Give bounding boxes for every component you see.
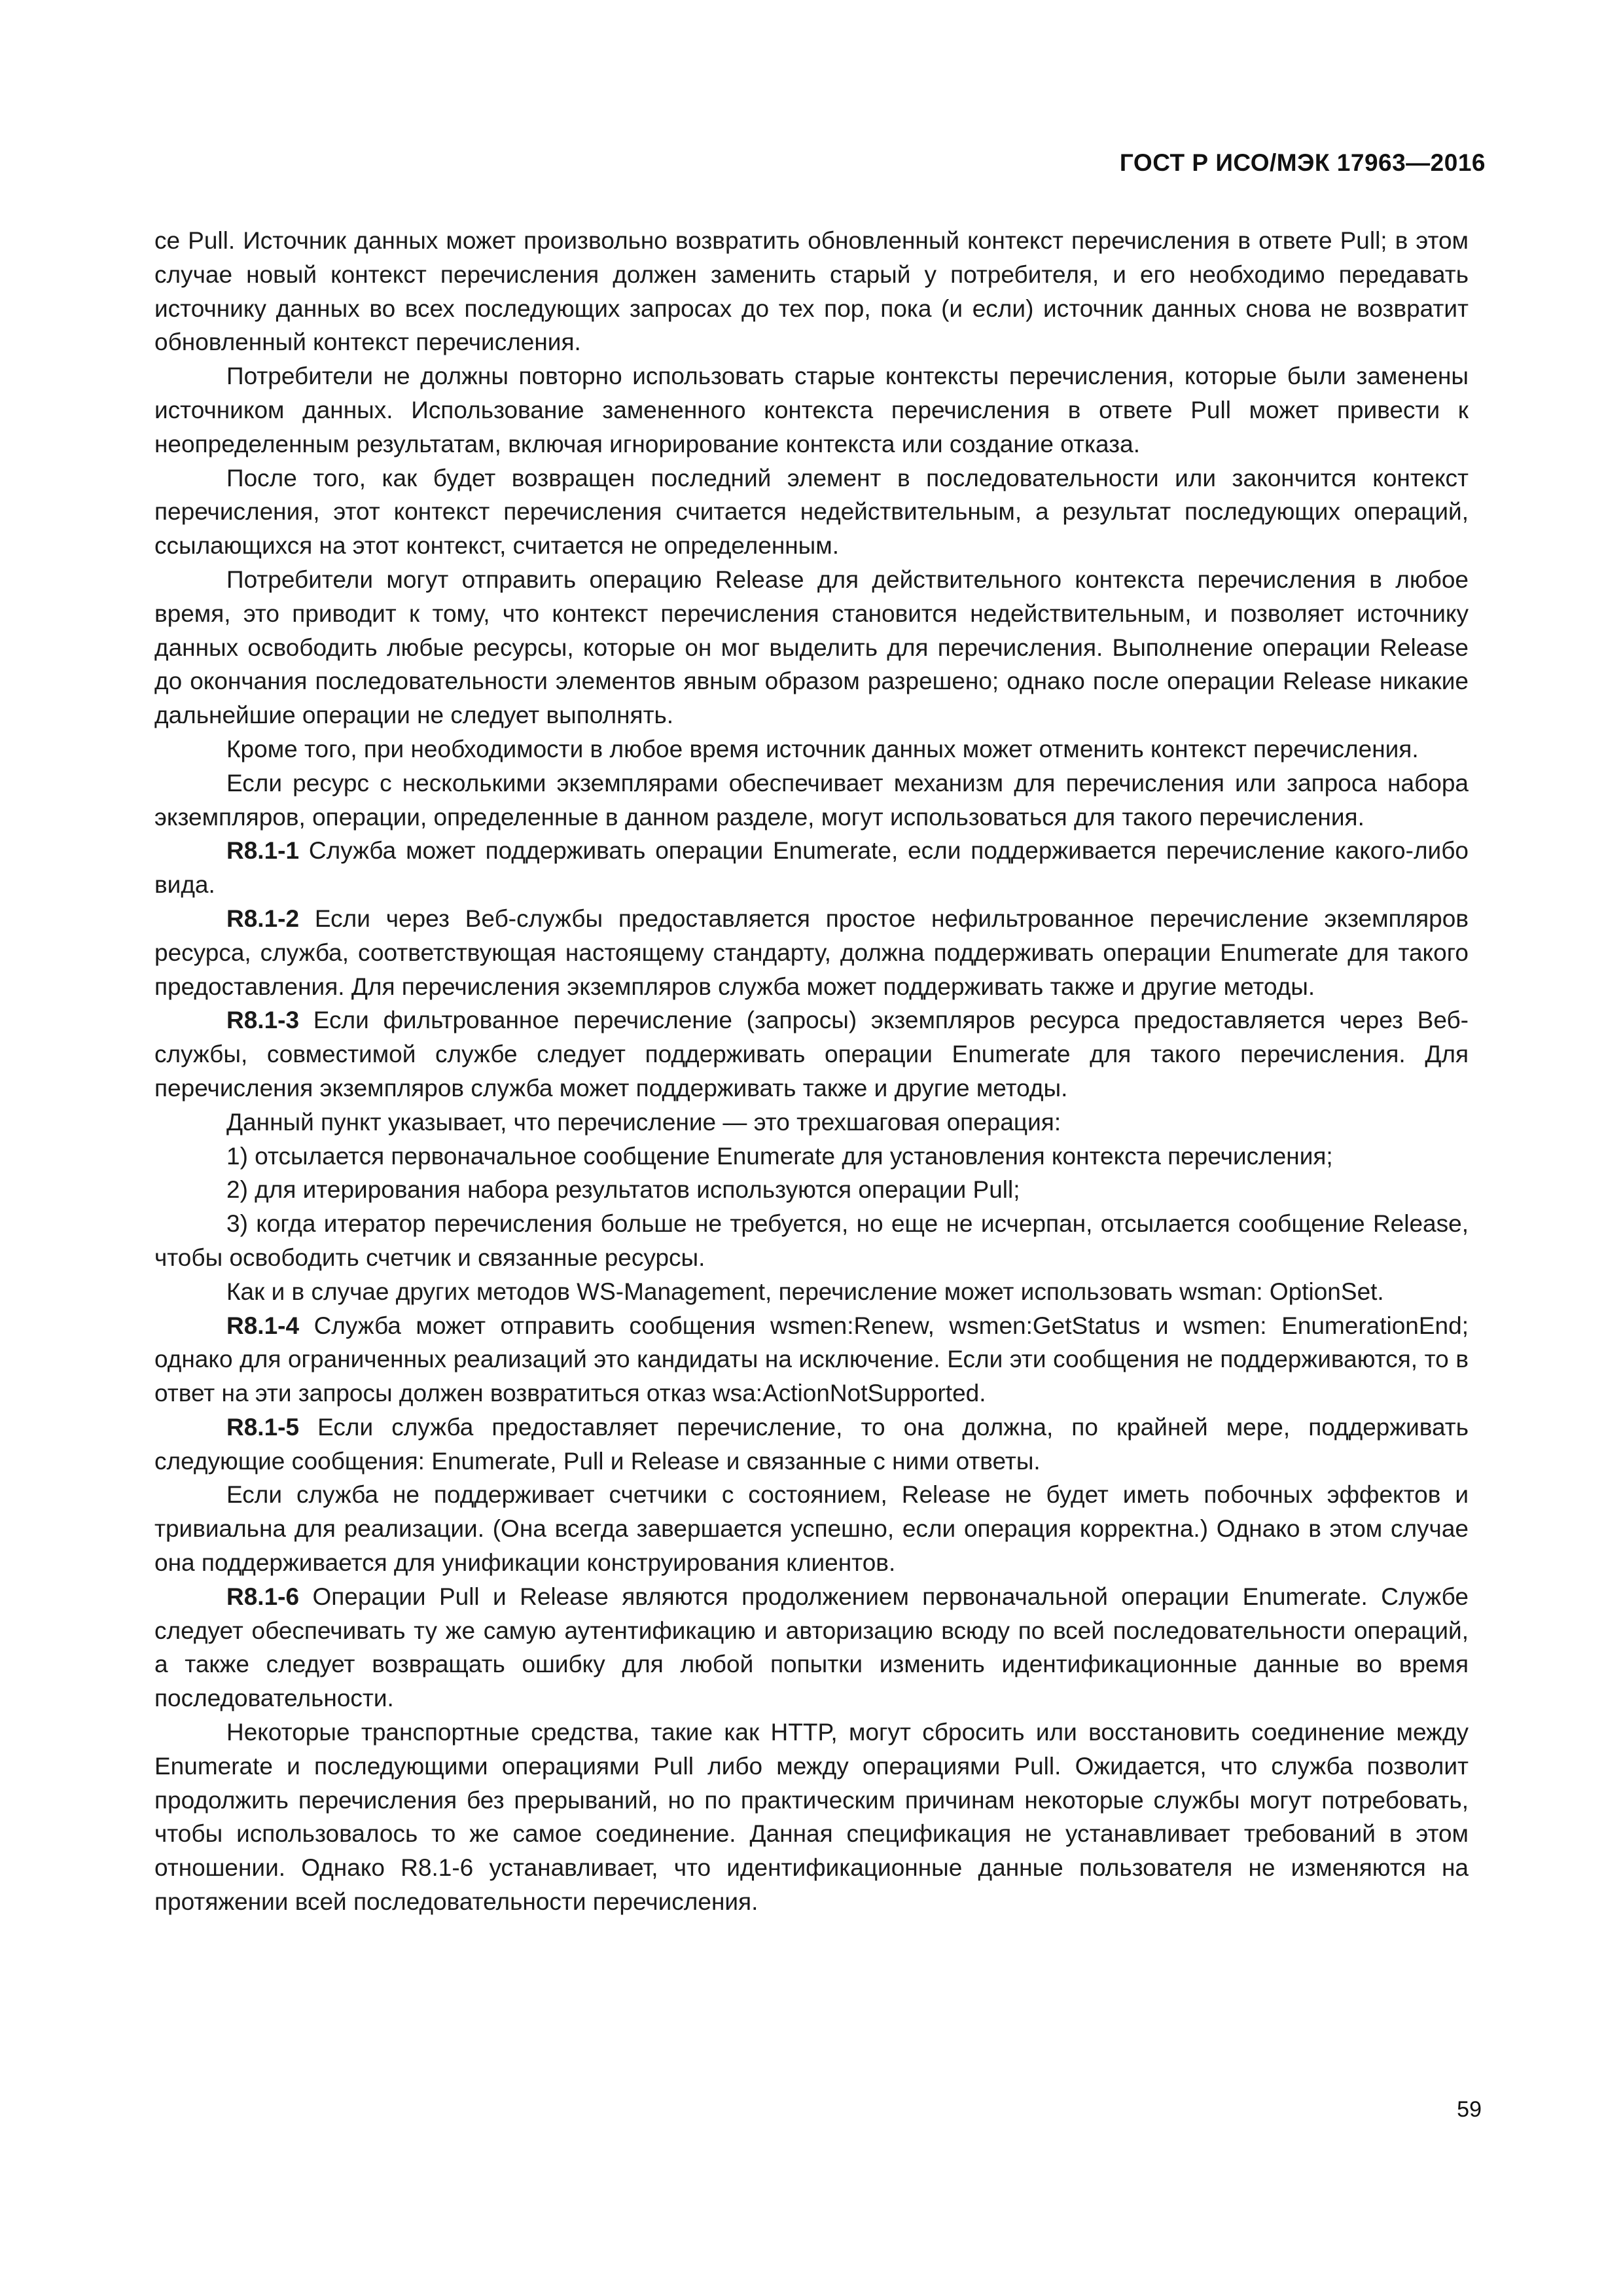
requirement-label: R8.1-5 [226,1413,300,1441]
paragraph [154,1478,1469,1579]
paragraph-text: се Pull. Источник данных может произвольно возвратить обновленный контекст перечисления в ответе Pull; в этом случае новый контекст перечисления должен заменить старый у потребителя, и его необходимо передавать источнику данных во всех последующих запросах до тех пор, пока (и если) источник данных снова не возвратит обновленный контекст перечисления. [154,227,1469,356]
requirement-paragraph [154,1003,1469,1105]
paragraph-text: Служба может поддерживать операции Enumerate, если поддерживается перечисление какого-либо вида. [154,837,1469,899]
paragraph-text: Потребители могут отправить операцию Release для действительного контекста перечисления в любое время, это приводит к тому, что контекст перечисления становится недействительным, и позволяет источнику данных освободить любые ресурсы, которые он мог выделить для перечисления. Выполнение операции Release до окончания последовательности элементов явным образом разрешено; однако после операции Release никакие дальнейшие операции не следует выполнять. [154,565,1469,729]
document-body [154,224,1469,1919]
paragraph-text: Если фильтрованное перечисление (запросы) экземпляров ресурса предоставляется через Веб-службы, совместимой службе следует поддерживать операции Enumerate для такого перечисления. Для перечисления экземпляров служба может поддерживать также и другие методы. [154,1007,1469,1102]
list-item [154,1207,1469,1275]
requirement-paragraph [154,1309,1469,1410]
paragraph-text: Если служба не поддерживает счетчики с состоянием, Release не будет иметь побочных эффектов и тривиальна для реализации. (Она всегда завершается успешно, если операция корректна.) Однако в этом случае она поддерживается для унификации конструирования клиентов. [154,1481,1469,1577]
requirement-label: R8.1-3 [226,1007,300,1034]
paragraph [154,766,1469,834]
paragraph-text: Некоторые транспортные средства, такие как HTTP, могут сбросить или восстановить соединение между Enumerate и последующими операциями Pull либо между операциями Pull. Ожидается, что служба позволит продолжить перечисления без прерываний, но по практическим причинам некоторые службы могут потребовать, чтобы использовалось то же самое соединение. Данная спецификация не устанавливает требований в этом отношении. Однако R8.1-6 устанавливает, что идентификационные данные пользователя не изменяются на протяжении всей последовательности перечисления. [154,1719,1469,1916]
paragraph [154,359,1469,461]
paragraph [154,1715,1469,1919]
requirement-paragraph [154,902,1469,1003]
requirement-paragraph [154,1580,1469,1715]
requirement-paragraph [154,1410,1469,1479]
paragraph [154,461,1469,563]
paragraph-text: 1) отсылается первоначальное сообщение Enumerate для установления контекста перечисления; [226,1142,1333,1170]
paragraph [154,224,1469,359]
paragraph-text: Кроме того, при необходимости в любое время источник данных может отменить контекст перечисления. [226,735,1419,762]
requirement-label: R8.1-2 [226,905,300,932]
requirement-label: R8.1-1 [226,837,300,865]
standard-code-header: ГОСТ Р ИСО/МЭК 17963—2016 [1119,149,1486,176]
page-number: 59 [1457,2097,1482,2122]
paragraph-text: 3) когда итератор перечисления больше не требуется, но еще не исчерпан, отсылается сообщение Release, чтобы освободить счетчик и связанные ресурсы. [154,1210,1469,1271]
paragraph-text: После того, как будет возвращен последний элемент в последовательности или закончится контекст перечисления, этот контекст перечисления считается недействительным, а результат последующих операций, ссылающихся на этот контекст, считается не определенным. [154,464,1469,560]
paragraph-text: Если через Веб-службы предоставляется простое нефильтрованное перечисление экземпляров ресурса, служба, соответствующая настоящему стандарту, должна поддерживать операции Enumerate для такого предоставления. Для перечисления экземпляров служба может поддерживать также и другие методы. [154,905,1469,1000]
list-item [154,1173,1469,1207]
paragraph [154,1275,1469,1309]
list-item [154,1139,1469,1174]
requirement-label: R8.1-4 [226,1312,300,1339]
requirement-label: R8.1-6 [226,1583,300,1610]
paragraph-text: Служба может отправить сообщения wsmen:Renew, wsmen:GetStatus и wsmen: EnumerationEnd; однако для ограниченных реализаций это кандидаты на исключение. Если эти сообщения не поддерживаются, то в ответ на эти запросы должен возвратиться отказ wsa:ActionNotSupported. [154,1312,1469,1407]
paragraph-text: 2) для итерирования набора результатов используются операции Pull; [226,1176,1020,1204]
paragraph [154,563,1469,732]
paragraph [154,732,1469,766]
paragraph-text: Операции Pull и Release являются продолжением первоначальной операции Enumerate. Службе следует обеспечивать ту же самую аутентификацию и авторизацию всюду по всей последовательности операций, а также следует возвращать ошибку для любой попытки изменить идентификационные данные во время последовательности. [154,1583,1469,1712]
paragraph-text: Если служба предоставляет перечисление, то она должна, по крайней мере, поддерживать следующие сообщения: Enumerate, Pull и Release и связанные с ними ответы. [154,1413,1469,1475]
paragraph-text: Потребители не должны повторно использовать старые контексты перечисления, которые были заменены источником данных. Использование замененного контекста перечисления в ответе Pull может привести к неопределенным результатам, включая игнорирование контекста или создание отказа. [154,363,1469,457]
paragraph [154,1105,1469,1139]
paragraph-text: Как и в случае других методов WS-Management, перечисление может использовать wsman: OptionSet. [226,1278,1384,1305]
requirement-paragraph [154,834,1469,902]
paragraph-text: Если ресурс с несколькими экземплярами обеспечивает механизм для перечисления или запроса набора экземпляров, операции, определенные в данном разделе, могут использоваться для такого перечисления. [154,769,1469,831]
paragraph-text: Данный пункт указывает, что перечисление — это трехшаговая операция: [226,1108,1061,1136]
